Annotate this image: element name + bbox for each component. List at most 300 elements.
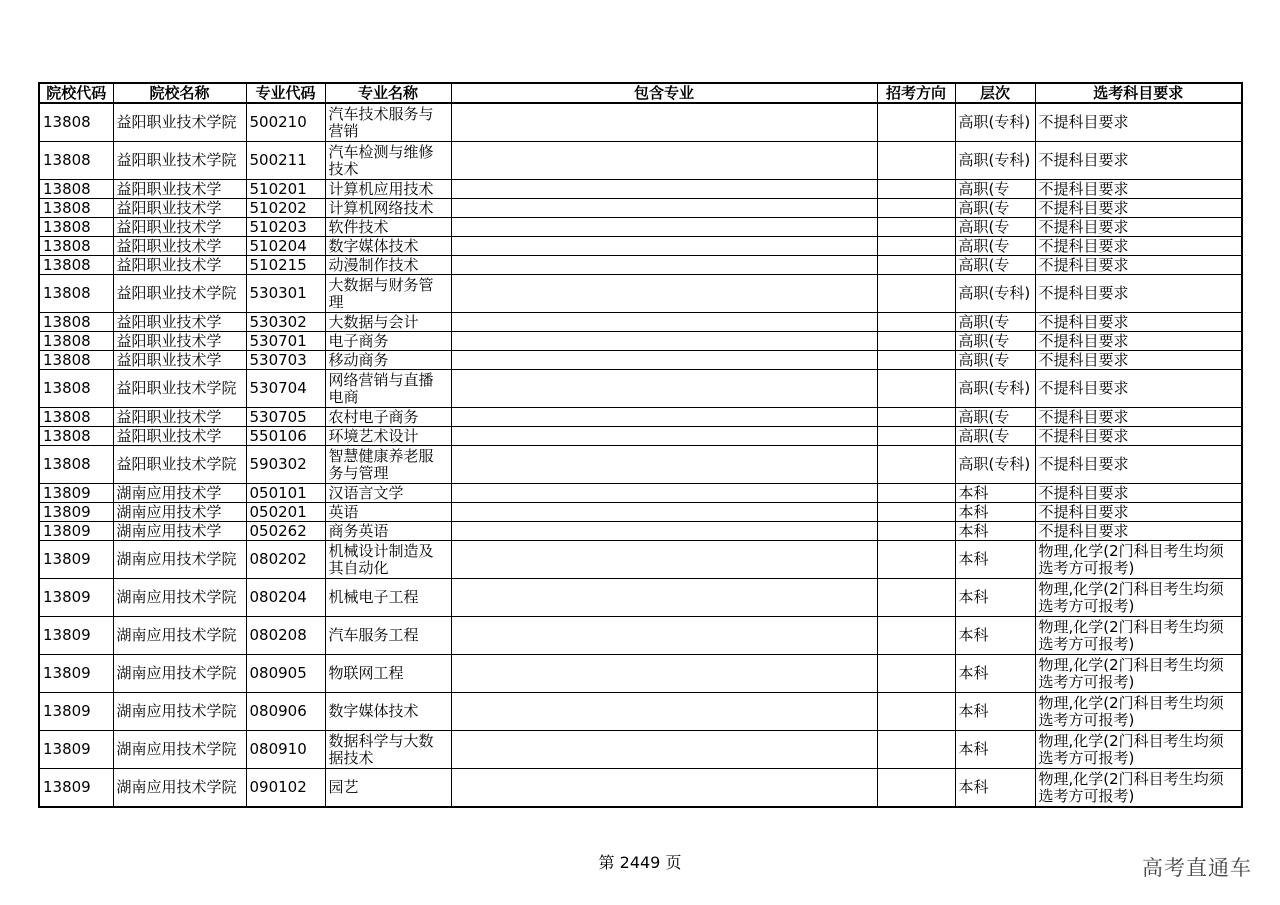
cell-level <box>955 579 1035 617</box>
table-row <box>39 541 1242 579</box>
header-included-majors: 包含专业 <box>451 83 877 103</box>
cell-level <box>955 522 1035 541</box>
cell-school-code-text: 13808 <box>43 380 91 397</box>
cell-major-code <box>246 142 325 180</box>
cell-major-name <box>325 427 451 446</box>
cell-school-code-text: 13809 <box>43 627 91 644</box>
cell-level-text: 本科 <box>958 503 989 521</box>
cell-school-code <box>39 180 113 199</box>
cell-major-name-text: 大数据与会计 <box>328 313 419 331</box>
table-row <box>39 370 1242 408</box>
cell-subject-requirement <box>1035 370 1242 408</box>
cell-school-name-text: 湖南应用技术学院 <box>116 779 237 796</box>
cell-subject-requirement <box>1035 446 1242 484</box>
cell-direction <box>877 408 955 427</box>
cell-major-code <box>246 199 325 218</box>
cell-major-code <box>246 579 325 617</box>
cell-included-majors <box>451 579 877 617</box>
header-level: 层次 <box>955 83 1035 103</box>
cell-subject-requirement-text: 不提科目要求 <box>1038 503 1129 521</box>
cell-major-name <box>325 522 451 541</box>
cell-level-text: 高职(专 <box>958 256 1010 274</box>
cell-included-majors <box>451 180 877 199</box>
cell-level-text: 高职(专科) <box>958 456 1031 473</box>
cell-school-name-text: 益阳职业技术学院 <box>116 152 237 169</box>
cell-school-code-text: 13809 <box>43 665 91 682</box>
cell-school-name <box>113 446 246 484</box>
cell-school-name-text: 益阳职业技术学 <box>116 408 222 426</box>
cell-included-majors-text <box>455 428 874 445</box>
cell-school-name <box>113 332 246 351</box>
cell-direction <box>877 199 955 218</box>
cell-school-name-text: 湖南应用技术学 <box>116 503 222 521</box>
cell-school-name <box>113 693 246 731</box>
cell-school-name <box>113 180 246 199</box>
cell-school-code <box>39 579 113 617</box>
cell-major-code <box>246 484 325 503</box>
cell-school-name <box>113 370 246 408</box>
cell-school-name <box>113 275 246 313</box>
cell-subject-requirement <box>1035 655 1242 693</box>
cell-major-name <box>325 256 451 275</box>
cell-level <box>955 275 1035 313</box>
cell-school-name-text: 益阳职业技术学院 <box>116 456 237 473</box>
cell-school-name <box>113 408 246 427</box>
cell-level <box>955 142 1035 180</box>
cell-major-name <box>325 541 451 579</box>
cell-major-name <box>325 275 451 313</box>
cell-subject-requirement <box>1035 237 1242 256</box>
cell-level-text: 高职(专 <box>958 199 1010 217</box>
cell-school-code-text: 13808 <box>43 218 91 236</box>
cell-direction-text <box>881 238 952 255</box>
cell-major-name-text: 大数据与财务管理 <box>328 276 434 311</box>
cell-school-code-text: 13809 <box>43 779 91 796</box>
table-row <box>39 484 1242 503</box>
cell-school-code <box>39 541 113 579</box>
cell-level-text: 高职(专 <box>958 237 1010 255</box>
cell-level <box>955 655 1035 693</box>
cell-school-code-text: 13808 <box>43 285 91 302</box>
cell-included-majors <box>451 313 877 332</box>
cell-major-name <box>325 351 451 370</box>
cell-major-code <box>246 275 325 313</box>
header-school-code: 院校代码 <box>39 83 113 103</box>
table-row <box>39 408 1242 427</box>
cell-major-code <box>246 313 325 332</box>
cell-level-text: 高职(专 <box>958 427 1010 445</box>
cell-school-name-text: 益阳职业技术学 <box>116 313 222 331</box>
cell-school-code-text: 13808 <box>43 427 91 445</box>
cell-major-name-text: 电子商务 <box>328 332 389 350</box>
cell-major-name <box>325 180 451 199</box>
cell-included-majors <box>451 693 877 731</box>
cell-direction-text <box>881 200 952 217</box>
cell-school-code-text: 13808 <box>43 199 91 217</box>
cell-subject-requirement <box>1035 579 1242 617</box>
cell-subject-requirement-text: 物理,化学(2门科目考生均须选考方可报考) <box>1038 618 1224 653</box>
cell-included-majors <box>451 503 877 522</box>
cell-major-name <box>325 103 451 142</box>
cell-level-text: 高职(专 <box>958 332 1010 350</box>
cell-school-name-text: 益阳职业技术学 <box>116 237 222 255</box>
cell-level-text: 本科 <box>958 551 989 568</box>
cell-major-code-text: 050101 <box>249 484 307 502</box>
cell-major-name <box>325 617 451 655</box>
cell-school-name-text: 湖南应用技术学院 <box>116 627 237 644</box>
cell-subject-requirement-text: 不提科目要求 <box>1038 484 1129 502</box>
cell-school-code <box>39 427 113 446</box>
header-major-name: 专业名称 <box>325 83 451 103</box>
cell-subject-requirement <box>1035 617 1242 655</box>
cell-direction-text <box>881 485 952 502</box>
cell-major-name-text: 汽车技术服务与营销 <box>328 105 434 140</box>
header-direction: 招考方向 <box>877 83 955 103</box>
cell-level <box>955 769 1035 808</box>
cell-subject-requirement <box>1035 103 1242 142</box>
cell-major-code <box>246 103 325 142</box>
cell-level-text: 高职(专 <box>958 313 1010 331</box>
cell-level-text: 本科 <box>958 779 989 796</box>
cell-major-code-text: 530704 <box>249 380 307 397</box>
cell-major-code <box>246 731 325 769</box>
cell-school-name <box>113 313 246 332</box>
cell-level-text: 本科 <box>958 484 989 502</box>
cell-school-name <box>113 484 246 503</box>
table-row <box>39 503 1242 522</box>
cell-direction-text <box>881 504 952 521</box>
cell-school-name <box>113 218 246 237</box>
cell-subject-requirement <box>1035 484 1242 503</box>
cell-major-code <box>246 655 325 693</box>
cell-major-code-text: 510202 <box>249 199 307 217</box>
cell-school-name <box>113 351 246 370</box>
cell-school-code <box>39 351 113 370</box>
cell-school-code <box>39 103 113 142</box>
cell-school-code-text: 13808 <box>43 332 91 350</box>
cell-school-code <box>39 503 113 522</box>
cell-subject-requirement-text: 不提科目要求 <box>1038 380 1129 397</box>
cell-major-name-text: 数字媒体技术 <box>328 703 419 720</box>
cell-included-majors <box>451 332 877 351</box>
cell-subject-requirement-text: 不提科目要求 <box>1038 332 1129 350</box>
cell-level <box>955 617 1035 655</box>
cell-school-name-text: 益阳职业技术学 <box>116 199 222 217</box>
table-row <box>39 256 1242 275</box>
cell-major-name-text: 英语 <box>328 503 359 521</box>
cell-major-name-text: 动漫制作技术 <box>328 256 419 274</box>
cell-level <box>955 218 1035 237</box>
cell-school-code-text: 13809 <box>43 703 91 720</box>
cell-direction-text <box>881 219 952 236</box>
cell-level <box>955 237 1035 256</box>
cell-subject-requirement-text: 物理,化学(2门科目考生均须选考方可报考) <box>1038 580 1224 615</box>
cell-level <box>955 427 1035 446</box>
cell-major-name-text: 智慧健康养老服务与管理 <box>328 447 434 482</box>
cell-major-name-text: 汽车检测与维修技术 <box>328 143 434 178</box>
table-row <box>39 332 1242 351</box>
cell-major-code <box>246 522 325 541</box>
cell-direction <box>877 180 955 199</box>
page-number: 第 2449 页 <box>598 853 682 872</box>
cell-school-code <box>39 484 113 503</box>
cell-direction-text <box>881 523 952 540</box>
table-row <box>39 237 1242 256</box>
cell-subject-requirement <box>1035 427 1242 446</box>
cell-major-code <box>246 332 325 351</box>
cell-subject-requirement-text: 物理,化学(2门科目考生均须选考方可报考) <box>1038 656 1224 691</box>
cell-direction <box>877 256 955 275</box>
cell-major-code <box>246 617 325 655</box>
cell-subject-requirement-text: 不提科目要求 <box>1038 522 1129 540</box>
cell-subject-requirement-text: 不提科目要求 <box>1038 456 1129 473</box>
cell-major-name <box>325 370 451 408</box>
cell-major-name <box>325 693 451 731</box>
cell-school-code <box>39 693 113 731</box>
cell-included-majors-text <box>455 485 874 502</box>
cell-level <box>955 731 1035 769</box>
cell-included-majors <box>451 522 877 541</box>
cell-included-majors-text <box>455 352 874 369</box>
cell-major-code-text: 510204 <box>249 237 307 255</box>
cell-direction <box>877 522 955 541</box>
cell-subject-requirement <box>1035 731 1242 769</box>
cell-direction <box>877 731 955 769</box>
cell-subject-requirement-text: 不提科目要求 <box>1038 256 1129 274</box>
cell-subject-requirement <box>1035 522 1242 541</box>
cell-school-code-text: 13808 <box>43 456 91 473</box>
cell-major-code-text: 550106 <box>249 427 307 445</box>
cell-major-code <box>246 180 325 199</box>
cell-included-majors <box>451 769 877 808</box>
cell-major-name <box>325 313 451 332</box>
cell-school-code-text: 13809 <box>43 484 91 502</box>
cell-major-code <box>246 693 325 731</box>
cell-direction-text <box>881 314 952 331</box>
table-row <box>39 103 1242 142</box>
cell-included-majors-text <box>455 181 874 198</box>
table-row <box>39 218 1242 237</box>
cell-direction-text <box>881 257 952 274</box>
cell-level <box>955 256 1035 275</box>
cell-school-code-text: 13808 <box>43 313 91 331</box>
table-row <box>39 617 1242 655</box>
table-row <box>39 180 1242 199</box>
cell-included-majors-text <box>455 504 874 521</box>
cell-major-name-text: 计算机网络技术 <box>328 199 434 217</box>
cell-included-majors <box>451 541 877 579</box>
cell-major-name-text: 环境艺术设计 <box>328 427 419 445</box>
cell-level <box>955 503 1035 522</box>
cell-level-text: 本科 <box>958 703 989 720</box>
cell-major-code-text: 050201 <box>249 503 307 521</box>
cell-major-code-text: 510203 <box>249 218 307 236</box>
cell-included-majors <box>451 256 877 275</box>
cell-level-text: 本科 <box>958 741 989 758</box>
cell-included-majors <box>451 370 877 408</box>
cell-major-name-text: 网络营销与直播电商 <box>328 371 434 406</box>
cell-subject-requirement-text: 不提科目要求 <box>1038 152 1129 169</box>
cell-major-name <box>325 446 451 484</box>
cell-major-code <box>246 237 325 256</box>
cell-included-majors <box>451 446 877 484</box>
cell-direction <box>877 313 955 332</box>
cell-included-majors <box>451 427 877 446</box>
cell-included-majors <box>451 103 877 142</box>
cell-school-name-text: 湖南应用技术学院 <box>116 589 237 606</box>
cell-direction <box>877 769 955 808</box>
cell-school-name-text: 湖南应用技术学 <box>116 522 222 540</box>
cell-major-code-text: 080905 <box>249 665 307 682</box>
cell-school-name <box>113 503 246 522</box>
cell-major-name <box>325 218 451 237</box>
cell-included-majors-text <box>455 523 874 540</box>
cell-school-code <box>39 199 113 218</box>
cell-direction <box>877 351 955 370</box>
cell-major-code-text: 530705 <box>249 408 307 426</box>
cell-included-majors-text <box>455 314 874 331</box>
cell-subject-requirement-text: 不提科目要求 <box>1038 285 1129 302</box>
cell-major-name-text: 计算机应用技术 <box>328 180 434 198</box>
cell-direction <box>877 275 955 313</box>
cell-school-name <box>113 427 246 446</box>
cell-level <box>955 541 1035 579</box>
cell-included-majors <box>451 655 877 693</box>
cell-major-name <box>325 579 451 617</box>
cell-level <box>955 370 1035 408</box>
cell-level <box>955 199 1035 218</box>
cell-subject-requirement <box>1035 693 1242 731</box>
cell-major-name-text: 汉语言文学 <box>328 484 404 502</box>
cell-school-code-text: 13809 <box>43 503 91 521</box>
cell-major-code <box>246 370 325 408</box>
cell-major-name-text: 软件技术 <box>328 218 389 236</box>
cell-school-name <box>113 103 246 142</box>
cell-school-code <box>39 446 113 484</box>
cell-school-code-text: 13808 <box>43 114 91 131</box>
cell-major-code-text: 530703 <box>249 351 307 369</box>
cell-major-name <box>325 731 451 769</box>
cell-school-code <box>39 522 113 541</box>
cell-school-code-text: 13809 <box>43 551 91 568</box>
cell-major-code-text: 500210 <box>249 114 307 131</box>
cell-school-name-text: 益阳职业技术学 <box>116 180 222 198</box>
cell-level-text: 本科 <box>958 665 989 682</box>
table-row <box>39 446 1242 484</box>
cell-included-majors-text <box>455 257 874 274</box>
cell-direction <box>877 484 955 503</box>
cell-school-code-text: 13808 <box>43 351 91 369</box>
cell-major-code <box>246 218 325 237</box>
cell-school-code <box>39 769 113 808</box>
cell-level <box>955 484 1035 503</box>
cell-major-name-text: 数据科学与大数据技术 <box>328 732 434 767</box>
cell-subject-requirement <box>1035 408 1242 427</box>
cell-school-name-text: 湖南应用技术学院 <box>116 665 237 682</box>
cell-major-name <box>325 237 451 256</box>
table-row <box>39 275 1242 313</box>
cell-major-code-text: 530302 <box>249 313 307 331</box>
cell-major-name <box>325 503 451 522</box>
cell-direction <box>877 103 955 142</box>
table-row <box>39 351 1242 370</box>
cell-major-code-text: 500211 <box>249 152 307 169</box>
cell-school-code <box>39 275 113 313</box>
cell-level-text: 高职(专科) <box>958 152 1031 169</box>
cell-direction <box>877 142 955 180</box>
cell-included-majors-text <box>455 409 874 426</box>
cell-school-name <box>113 579 246 617</box>
cell-included-majors <box>451 199 877 218</box>
header-school-name: 院校名称 <box>113 83 246 103</box>
cell-level <box>955 408 1035 427</box>
cell-school-name <box>113 199 246 218</box>
cell-level-text: 高职(专 <box>958 180 1010 198</box>
cell-major-code <box>246 256 325 275</box>
cell-level <box>955 332 1035 351</box>
cell-level-text: 本科 <box>958 589 989 606</box>
cell-direction <box>877 541 955 579</box>
cell-direction <box>877 446 955 484</box>
cell-subject-requirement-text: 物理,化学(2门科目考生均须选考方可报考) <box>1038 770 1224 805</box>
table-row <box>39 427 1242 446</box>
cell-subject-requirement <box>1035 180 1242 199</box>
cell-school-name-text: 益阳职业技术学 <box>116 256 222 274</box>
cell-included-majors <box>451 218 877 237</box>
cell-major-name <box>325 484 451 503</box>
cell-level <box>955 693 1035 731</box>
cell-major-code <box>246 351 325 370</box>
cell-level <box>955 351 1035 370</box>
cell-major-code-text: 080202 <box>249 551 307 568</box>
cell-subject-requirement-text: 不提科目要求 <box>1038 199 1129 217</box>
cell-subject-requirement-text: 物理,化学(2门科目考生均须选考方可报考) <box>1038 694 1224 729</box>
cell-direction <box>877 693 955 731</box>
cell-level-text: 高职(专科) <box>958 285 1031 302</box>
cell-major-code <box>246 541 325 579</box>
cell-level-text: 高职(专科) <box>958 114 1031 131</box>
cell-school-code <box>39 218 113 237</box>
cell-major-name-text: 商务英语 <box>328 522 389 540</box>
cell-level <box>955 313 1035 332</box>
cell-subject-requirement-text: 物理,化学(2门科目考生均须选考方可报考) <box>1038 732 1224 767</box>
cell-major-code-text: 530301 <box>249 285 307 302</box>
cell-major-code <box>246 446 325 484</box>
cell-school-name <box>113 237 246 256</box>
cell-major-code-text: 090102 <box>249 779 307 796</box>
cell-major-name-text: 移动商务 <box>328 351 389 369</box>
cell-major-code-text: 530701 <box>249 332 307 350</box>
cell-school-code <box>39 332 113 351</box>
cell-major-name <box>325 199 451 218</box>
cell-school-name-text: 湖南应用技术学院 <box>116 551 237 568</box>
cell-major-name <box>325 655 451 693</box>
cell-subject-requirement-text: 不提科目要求 <box>1038 351 1129 369</box>
cell-level-text: 高职(专 <box>958 408 1010 426</box>
cell-subject-requirement <box>1035 275 1242 313</box>
cell-major-name-text: 数字媒体技术 <box>328 237 419 255</box>
cell-major-code <box>246 769 325 808</box>
cell-school-code-text: 13809 <box>43 741 91 758</box>
cell-level <box>955 180 1035 199</box>
cell-subject-requirement-text: 不提科目要求 <box>1038 427 1129 445</box>
cell-subject-requirement <box>1035 199 1242 218</box>
cell-direction-text <box>881 352 952 369</box>
cell-school-name-text: 益阳职业技术学 <box>116 351 222 369</box>
cell-subject-requirement-text: 不提科目要求 <box>1038 408 1129 426</box>
cell-school-name-text: 湖南应用技术学院 <box>116 703 237 720</box>
cell-major-code <box>246 503 325 522</box>
